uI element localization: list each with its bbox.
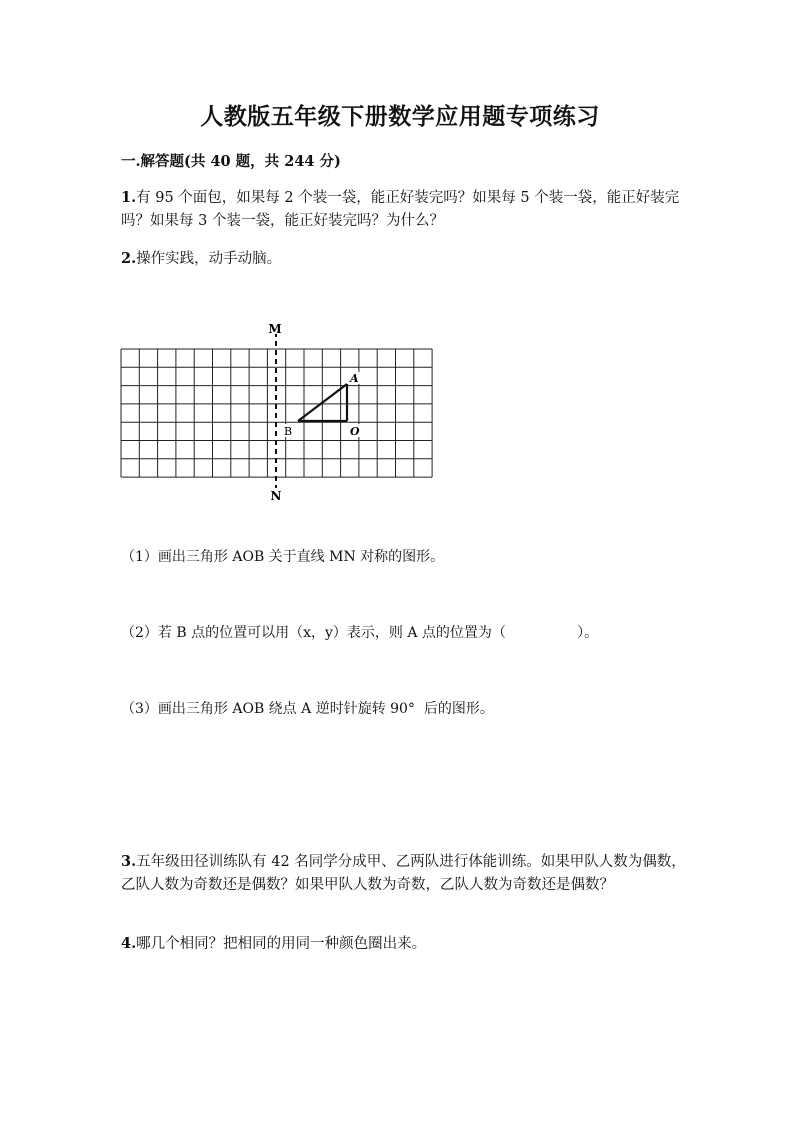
page-title: 人教版五年级下册数学应用题专项练习: [200, 103, 600, 130]
label-o: O: [350, 425, 360, 438]
question-text: 操作实践，动手动脑。: [136, 251, 282, 267]
subquestion-2: （2）若 B 点的位置可以用（x，y）表示，则 A 点的位置为（ ）。: [121, 625, 599, 641]
question-number: 3.: [121, 853, 137, 870]
subquestion-1: （1）画出三角形 AOB 关于直线 MN 对称的图形。: [121, 549, 445, 565]
subquestion-3: （3）画出三角形 AOB 绕点 A 逆时针旋转 90° 后的图形。: [121, 701, 494, 717]
question-number: 4.: [121, 935, 137, 952]
section-heading: 一.解答题(共 40 题，共 244 分): [121, 153, 341, 170]
label-m: M: [268, 322, 282, 336]
label-a: A: [350, 372, 359, 385]
question-number: 2.: [121, 250, 137, 267]
question-text: 五年级田径训练队有 42 名同学分成甲、乙两队进行体能训练。如果甲队人数为偶数，乙队人数为奇数还是偶数？如果甲队人数为奇数，乙队人数为奇数还是偶数？: [121, 854, 686, 893]
question-3: [121, 850, 691, 897]
question-text: 有 95 个面包，如果每 2 个装一袋，能正好装完吗？如果每 5 个装一袋，能正好装完吗？如果每 3 个装一袋，能正好装完吗？为什么？: [121, 190, 680, 229]
question-number: 1.: [121, 189, 137, 206]
question-text: 哪几个相同？把相同的用同一种颜色圈出来。: [136, 936, 427, 952]
question-4: [121, 932, 691, 956]
label-n: N: [270, 489, 282, 503]
label-b: B: [284, 425, 293, 438]
grid-figure: [0, 0, 800, 520]
